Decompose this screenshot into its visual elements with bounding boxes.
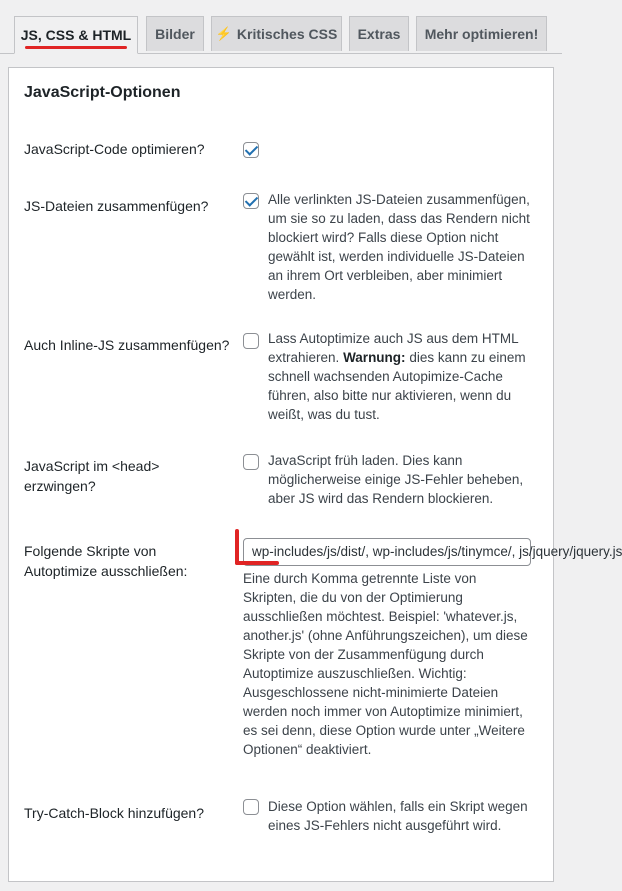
- tab-label: Mehr optimieren!: [424, 26, 539, 42]
- tab-label: Extras: [357, 26, 401, 42]
- section-title: JavaScript-Optionen: [24, 84, 181, 101]
- tab-bilder[interactable]: [146, 16, 204, 51]
- lightning-bolt-icon: ⚡: [215, 26, 232, 41]
- tab-extras[interactable]: [349, 16, 409, 51]
- exclude-label: [24, 541, 187, 581]
- force-head-label-line1: JavaScript im <head>: [24, 458, 160, 474]
- tab-js-css-html[interactable]: [14, 16, 138, 54]
- tab-label: Bilder: [155, 26, 195, 42]
- try-catch-checkbox[interactable]: [243, 799, 259, 815]
- annotation-mark-horizontal: [235, 561, 279, 565]
- force-head-label: [24, 456, 159, 496]
- annotation-mark-vertical: [235, 529, 239, 565]
- inline-js-checkbox[interactable]: [243, 333, 259, 349]
- active-tab-highlight: [25, 46, 127, 49]
- inline-js-label: Auch Inline-JS zusammenfügen?: [24, 337, 230, 353]
- force-head-description: JavaScript früh laden. Dies kann möglicherweise einige JS-Fehler beheben, aber JS wird das Rendern blockieren.: [268, 453, 524, 506]
- aggregate-js-checkbox[interactable]: [243, 193, 259, 209]
- aggregate-js-description: Alle verlinkten JS-Dateien zusammenfügen, um sie so zu laden, dass das Rendern nicht blockiert wird? Falls diese Option nicht gewählt ist, werden individuelle JS-Dateien an ihrem Ort verbleiben, aber minimiert werden.: [268, 192, 530, 302]
- optimize-js-label: JavaScript-Code optimieren?: [24, 141, 205, 157]
- try-catch-label: Try-Catch-Block hinzufügen?: [24, 805, 205, 821]
- exclude-label-line2: Autoptimize ausschließen:: [24, 563, 188, 579]
- tab-label: JS, CSS & HTML: [20, 27, 132, 43]
- force-head-checkbox[interactable]: [243, 454, 259, 470]
- exclude-description: Eine durch Komma getrennte Liste von Skripten, die du von der Optimierung ausschließen möchtest. Beispiel: 'whatever.js, another.js' (ohne Anführungszeichen), um diese Skripte von der Zusammenfügung durch Autoptimize auszuschließen. Wichtig: Ausgeschlossene nicht-minimierte Dateien werden noch immer von Autoptimize minimiert, es sei denn, diese Option wurde unter „Weitere Optionen“ deaktiviert.: [243, 571, 528, 757]
- inline-js-description: [268, 329, 538, 424]
- inline-js-description-text: Lass Autoptimize auch JS aus dem HTML extrahieren.: [268, 331, 519, 365]
- optimize-js-checkbox[interactable]: [243, 142, 259, 158]
- warning-label: Warnung:: [343, 350, 406, 365]
- exclude-scripts-input[interactable]: wp-includes/js/dist/, wp-includes/js/tinymce/, js/jquery/jquery.js: [243, 538, 531, 566]
- inline-js-description-warning-text: dies kann zu einem schnell wachsenden Autopimize-Cache führen, also bitte nur aktivieren, wenn du weißt, was du tust.: [268, 350, 526, 422]
- exclude-label-line1: Folgende Skripte von: [24, 543, 157, 559]
- tab-bar: [0, 0, 562, 54]
- force-head-label-line2: erzwingen?: [24, 478, 96, 494]
- tab-mehr-optimieren[interactable]: [416, 16, 547, 51]
- aggregate-js-label: JS-Dateien zusammenfügen?: [24, 198, 209, 214]
- tab-kritisches-css[interactable]: [211, 16, 342, 51]
- tab-label: Kritisches CSS: [236, 26, 338, 42]
- try-catch-description: Diese Option wählen, falls ein Skript wegen eines JS-Fehlers nicht ausgeführt wird.: [268, 799, 528, 833]
